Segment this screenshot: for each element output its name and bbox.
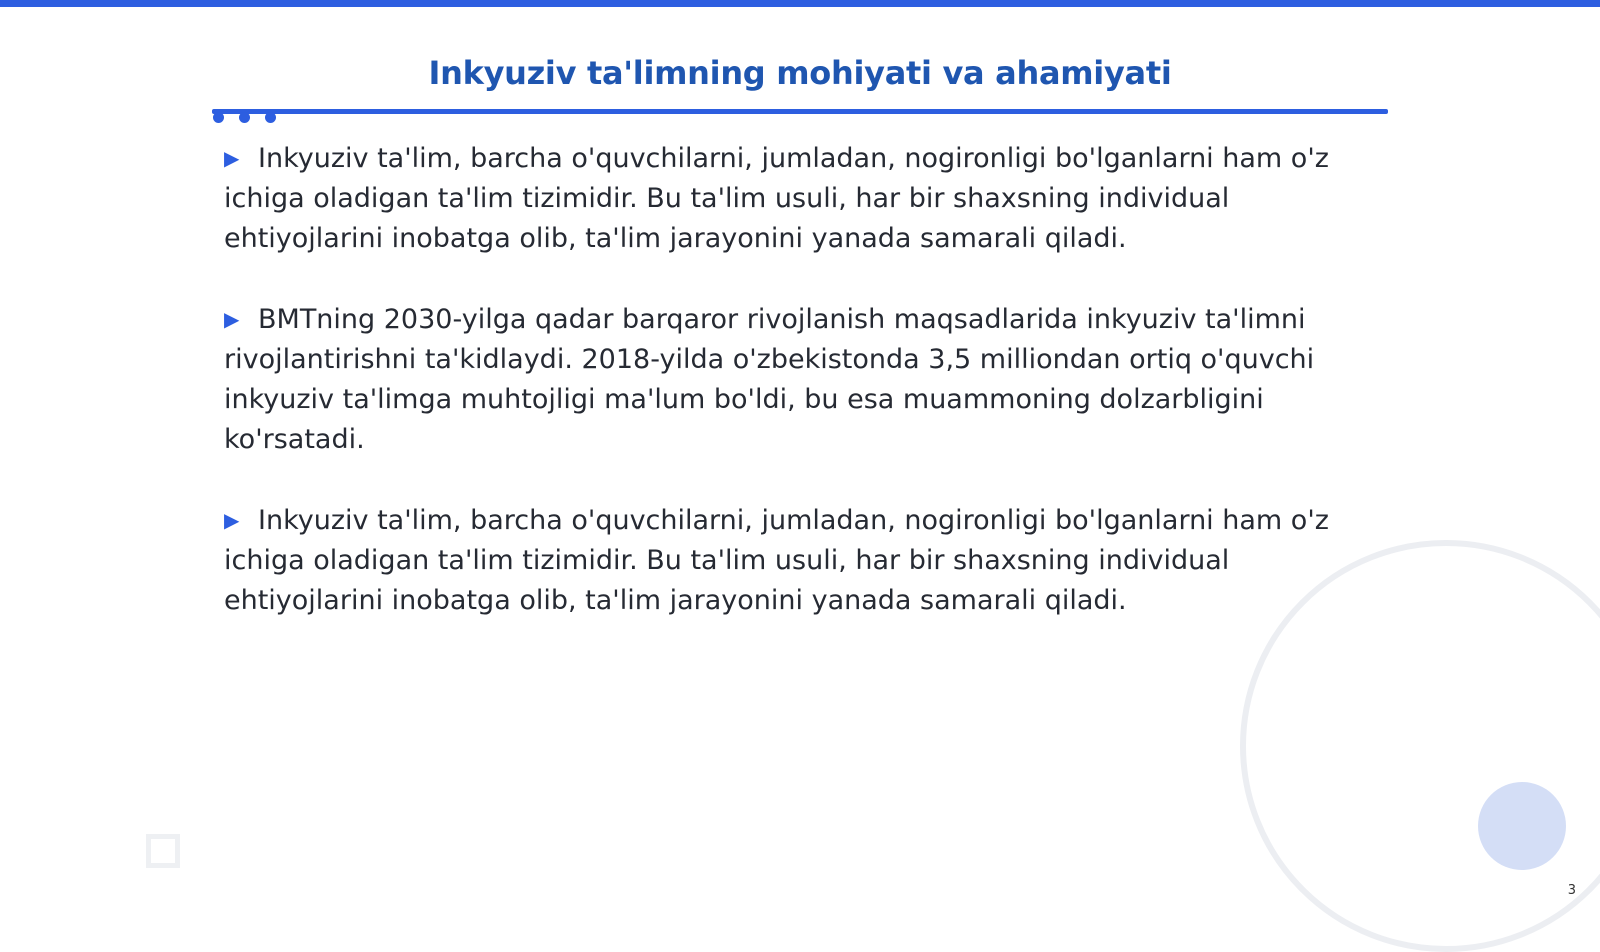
paragraph-text: BMTning 2030-yilga qadar barqaror rivojlanish maqsadlarida inkyuziv ta'limni rivojlantirishni ta'kidlaydi. 2018-yilda o'zbekistonda 3,5 milliondan ortiq o'quvchi inkyuziv ta'limga muhtojligi ma'lum bo'ldi, bu esa muammoning dolzarbligini ko'rsatadi. (224, 304, 1315, 455)
bullet-paragraph (224, 500, 1344, 621)
triangle-right-icon: ▶ (224, 146, 240, 170)
paragraph-text: Inkyuziv ta'lim, barcha o'quvchilarni, jumladan, nogironligi bo'lganlarni ham o'z ichiga oladigan ta'lim tizimidir. Bu ta'lim usuli, har bir shaxsning individual ehtiyojlarini inobatga olib, ta'lim jarayonini yanada samarali qiladi. (224, 505, 1329, 616)
bullet-paragraph (224, 299, 1344, 460)
triangle-right-icon: ▶ (224, 508, 240, 532)
triangle-right-icon: ▶ (224, 307, 240, 331)
slide-body (224, 138, 1344, 661)
decorative-dot (265, 112, 276, 123)
paragraph-text: Inkyuziv ta'lim, barcha o'quvchilarni, jumladan, nogironligi bo'lganlarni ham o'z ichiga oladigan ta'lim tizimidir. Bu ta'lim usuli, har bir shaxsning individual ehtiyojlarini inobatga olib, ta'lim jarayonini yanada samarali qiladi. (224, 143, 1329, 254)
decorative-circle (1478, 782, 1566, 870)
page-number: 3 (1567, 883, 1576, 898)
decorative-dot (213, 112, 224, 123)
decorative-square (146, 834, 180, 868)
slide-title: Inkyuziv ta'limning mohiyati va ahamiyati (428, 54, 1172, 92)
top-accent-bar (0, 0, 1600, 7)
title-underline (212, 109, 1388, 114)
decorative-dot (239, 112, 250, 123)
bullet-paragraph (224, 138, 1344, 259)
